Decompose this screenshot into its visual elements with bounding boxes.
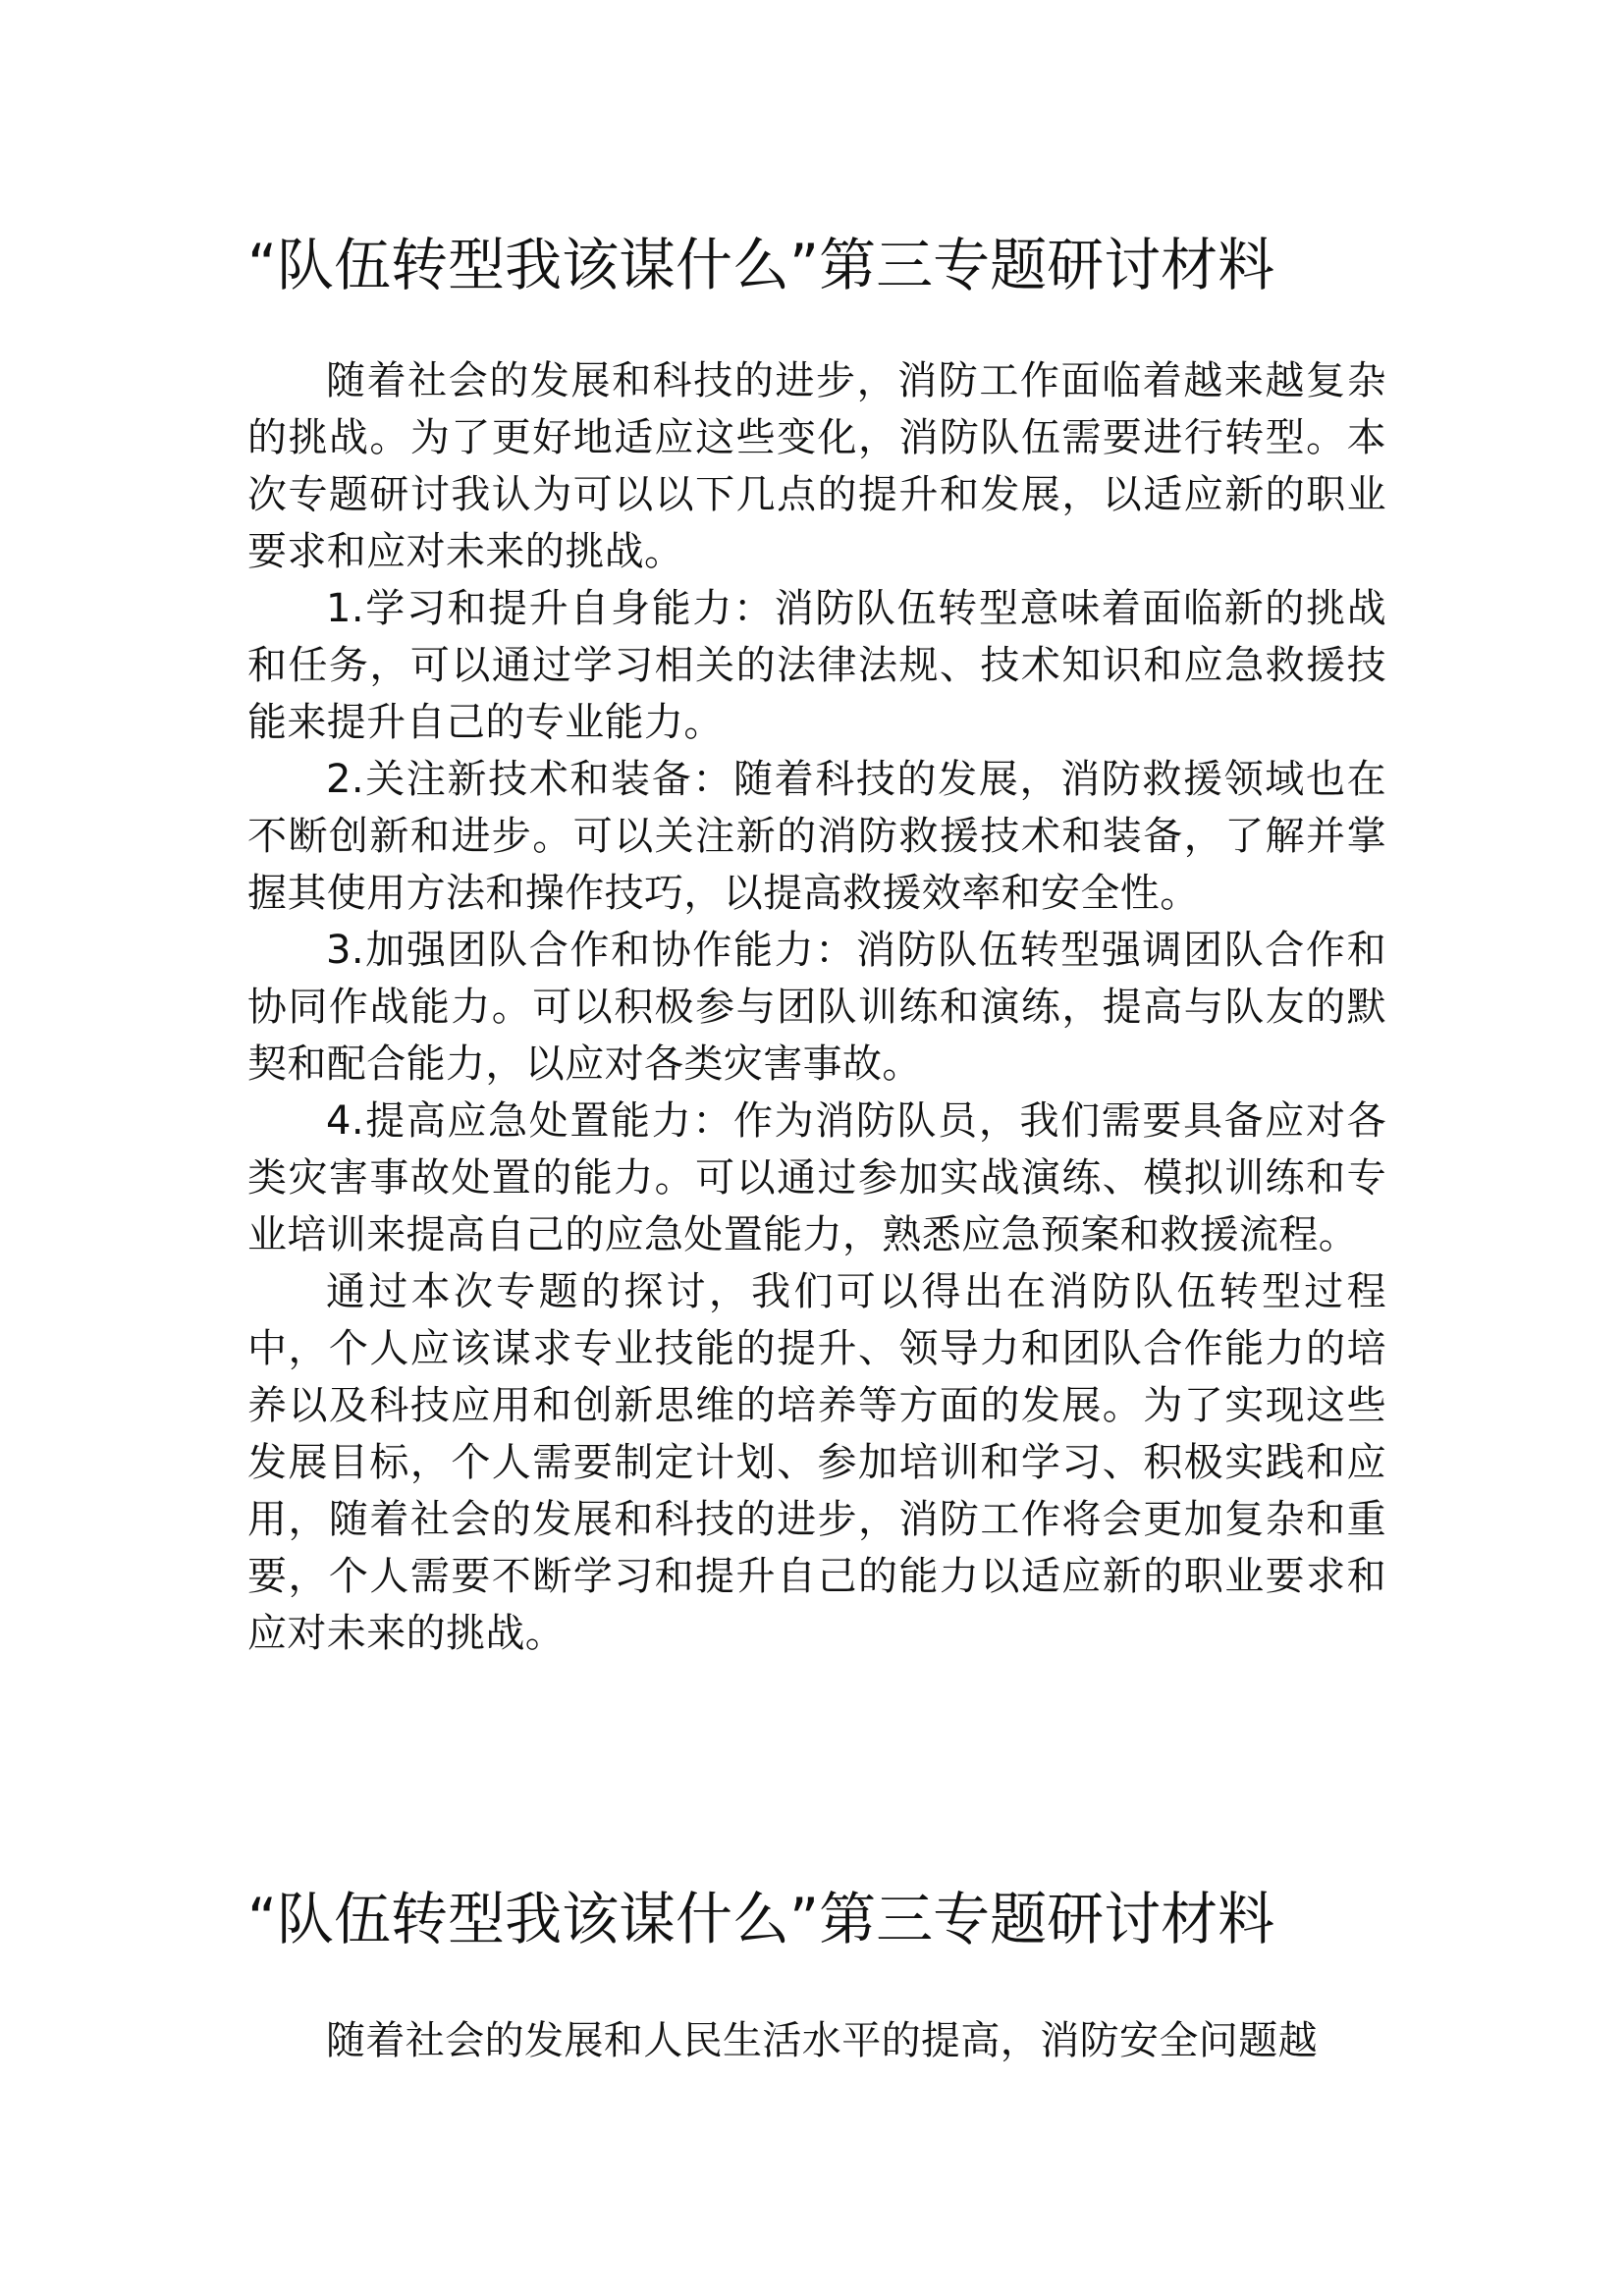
article-title: “队伍转型我该谋什么”第三专题研讨材料: [247, 232, 1275, 298]
article-body: [247, 2012, 1386, 2069]
paragraph-intro: 随着社会的发展和科技的进步，消防工作面临着越来越复杂的挑战。为了更好地适应这些变化，消防队伍需要进行转型。本次专题研讨我认为可以以下几点的提升和发展，以适应新的职业要求和应对未来的挑战。: [247, 358, 1386, 574]
paragraph-conclusion: 通过本次专题的探讨，我们可以得出在消防队伍转型过程中，个人应该谋求专业技能的提升、领导力和团队合作能力的培养以及科技应用和创新思维的培养等方面的发展。为了实现这些发展目标，个人需要制定计划、参加培训和学习、积极实践和应用，随着社会的发展和科技的进步，消防工作将会更加复杂和重要，个人需要不断学习和提升自己的能力以适应新的职业要求和应对未来的挑战。: [247, 1269, 1386, 1656]
paragraph-point-4: 4.提高应急处置能力：作为消防队员，我们需要具备应对各类灾害事故处置的能力。可以通过参加实战演练、模拟训练和专业培训来提高自己的应急处置能力，熟悉应急预案和救援流程。: [247, 1098, 1386, 1257]
paragraph-point-1: 1.学习和提升自身能力：消防队伍转型意味着面临新的挑战和任务，可以通过学习相关的法律法规、技术知识和应急救援技能来提升自己的专业能力。: [247, 586, 1386, 745]
paragraph-point-3: 3.加强团队合作和协作能力：消防队伍转型强调团队合作和协同作战能力。可以积极参与团队训练和演练，提高与队友的默契和配合能力，以应对各类灾害事故。: [247, 928, 1386, 1087]
paragraph-point-2: 2.关注新技术和装备：随着科技的发展，消防救援领域也在不断创新和进步。可以关注新的消防救援技术和装备，了解并掌握其使用方法和操作技巧，以提高救援效率和安全性。: [247, 757, 1386, 916]
article-section-1: [247, 221, 1386, 1662]
article-section-2: [247, 1875, 1386, 2069]
article-body: [247, 352, 1386, 1662]
paragraph-intro: 随着社会的发展和人民生活水平的提高，消防安全问题越: [326, 2018, 1318, 2063]
article-title: “队伍转型我该谋什么”第三专题研讨材料: [247, 1886, 1275, 1952]
